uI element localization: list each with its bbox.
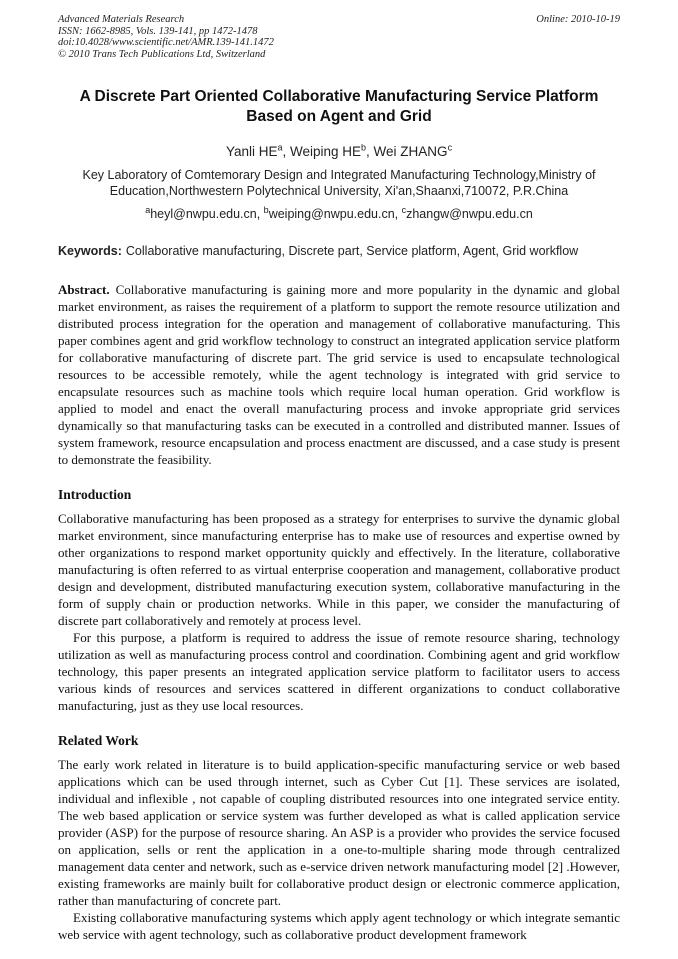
- paper-title: [58, 87, 620, 127]
- email-affil-mark: c: [401, 204, 407, 215]
- paragraph: The early work related in literature is to build application-specific manufacturing service or web based applications which can be used through internet, such as Cyber Cut [1]. These services are isolated, individual and inflexible , not capable of coupling distributed resources into one integrated service entity. The web based application or service system was further developed as what is called application service provider (ASP) for the purpose of resource sharing. An ASP is a provider who provides the service focused on application, sells or rent the application in a one-to-multiple sharing mode through centralized management data center and network, such as e-service driven network manufacturing model [2] .However, existing frameworks are mainly built for collaborative product design or electronic commerce application, rather than manufacturing of concrete part.: [58, 757, 620, 908]
- section-heading-introduction: Introduction: [58, 487, 132, 502]
- author-name: , Weiping HE: [282, 144, 362, 159]
- paragraph: For this purpose, a platform is required to address the issue of remote resource sharing, technology utilization as well as manufacturing process control and coordination. Combining agent and grid workflow technology, this paper presents an integrated application service platform to facilitator users to access various kinds of resources and services scattered in different organizations to conduct collaborative manufacturing, just as they use local resources.: [58, 630, 620, 713]
- email-address: weiping@nwpu.edu.cn,: [268, 207, 402, 221]
- paragraph: Collaborative manufacturing has been proposed as a strategy for enterprises to survive the dynamic global market environment, since manufacturing enterprise has to make use of resources and expertise owned by other organizations to respond market opportunity quickly and effectively. In the literature, collaborative manufacturing is often referred to as virtual enterprise cooperation and management, collaborative product design and development, distributed manufacturing execution system, collaborative manufacturing in the form of supply chain or production networks. While in this paper, we consider the manufacturing of discrete part collaboratively and remotely at process level.: [58, 511, 620, 628]
- paragraph: Existing collaborative manufacturing systems which apply agent technology or which integrate semantic web service with agent technology, such as collaborative product development framework: [58, 910, 620, 942]
- paper-title-line2: Based on Agent and Grid: [246, 108, 432, 125]
- abstract-label: Abstract.: [58, 282, 110, 297]
- affiliation: Key Laboratory of Comtemorary Design and Integrated Manufacturing Technology,Ministry of Education,Northwestern Polytechnical University, Xi'an,Shaanxi,710072, P.R.China: [82, 168, 596, 198]
- abstract: [58, 281, 620, 468]
- author-name: Yanli HE: [225, 144, 278, 159]
- journal-header: [58, 14, 620, 60]
- keywords-text: Collaborative manufacturing, Discrete part, Service platform, Agent, Grid workflow: [125, 244, 579, 258]
- author-affil-mark: b: [361, 142, 367, 153]
- paper-title-line1: A Discrete Part Oriented Collaborative Manufacturing Service Platform: [79, 88, 599, 105]
- author-affil-mark: a: [277, 142, 283, 153]
- issn-line: ISSN: 1662-8985, Vols. 139-141, pp 1472-1478: [58, 25, 258, 37]
- email-affil-mark: a: [145, 204, 151, 215]
- journal-name: Advanced Materials Research: [58, 14, 185, 25]
- abstract-text: Collaborative manufacturing is gaining more and more popularity in the dynamic and global market environment, as raises the requirement of a platform to support the remote resource utilization and distributed process integration for the operation and management of collaborative manufacturing. This paper combines agent and grid workflow technology to construct an integrated application service platform for collaborative manufacturing of discrete part. The grid service is used to encapsulate technological resources to be accessible remotely, while the agent technology is integrated with grid service to encapsulate resources such as machine tools which require local human operation. Grid workflow is applied to model and enact the overall manufacturing process and invoke appropriate grid services dynamically so that manufacturing tasks can be executed in a controlled and distributed manner. Issues of system framework, resource encapsulation and process enactment are discussed, and a case study is present to demonstrate the feasibility.: [58, 282, 620, 467]
- keywords-line: [58, 243, 620, 259]
- email-affil-mark: b: [263, 204, 269, 215]
- section-introduction: [58, 486, 620, 714]
- emails-line: [58, 204, 620, 221]
- doi-line: doi:10.4028/www.scientific.net/AMR.139-141.1472: [58, 37, 274, 48]
- copyright-line: © 2010 Trans Tech Publications Ltd, Switzerland: [58, 48, 266, 60]
- authors-line: [58, 144, 620, 159]
- section-related-work: [58, 732, 620, 943]
- author-name: , Wei ZHANG: [366, 144, 448, 159]
- keywords-label: Keywords:: [58, 244, 122, 258]
- author-affil-mark: c: [447, 142, 453, 153]
- section-heading-related-work: Related Work: [58, 733, 139, 748]
- online-date: Online: 2010-10-19: [536, 14, 620, 25]
- email-address: zhangw@nwpu.edu.cn: [406, 207, 533, 221]
- email-address: heyl@nwpu.edu.cn,: [150, 207, 264, 221]
